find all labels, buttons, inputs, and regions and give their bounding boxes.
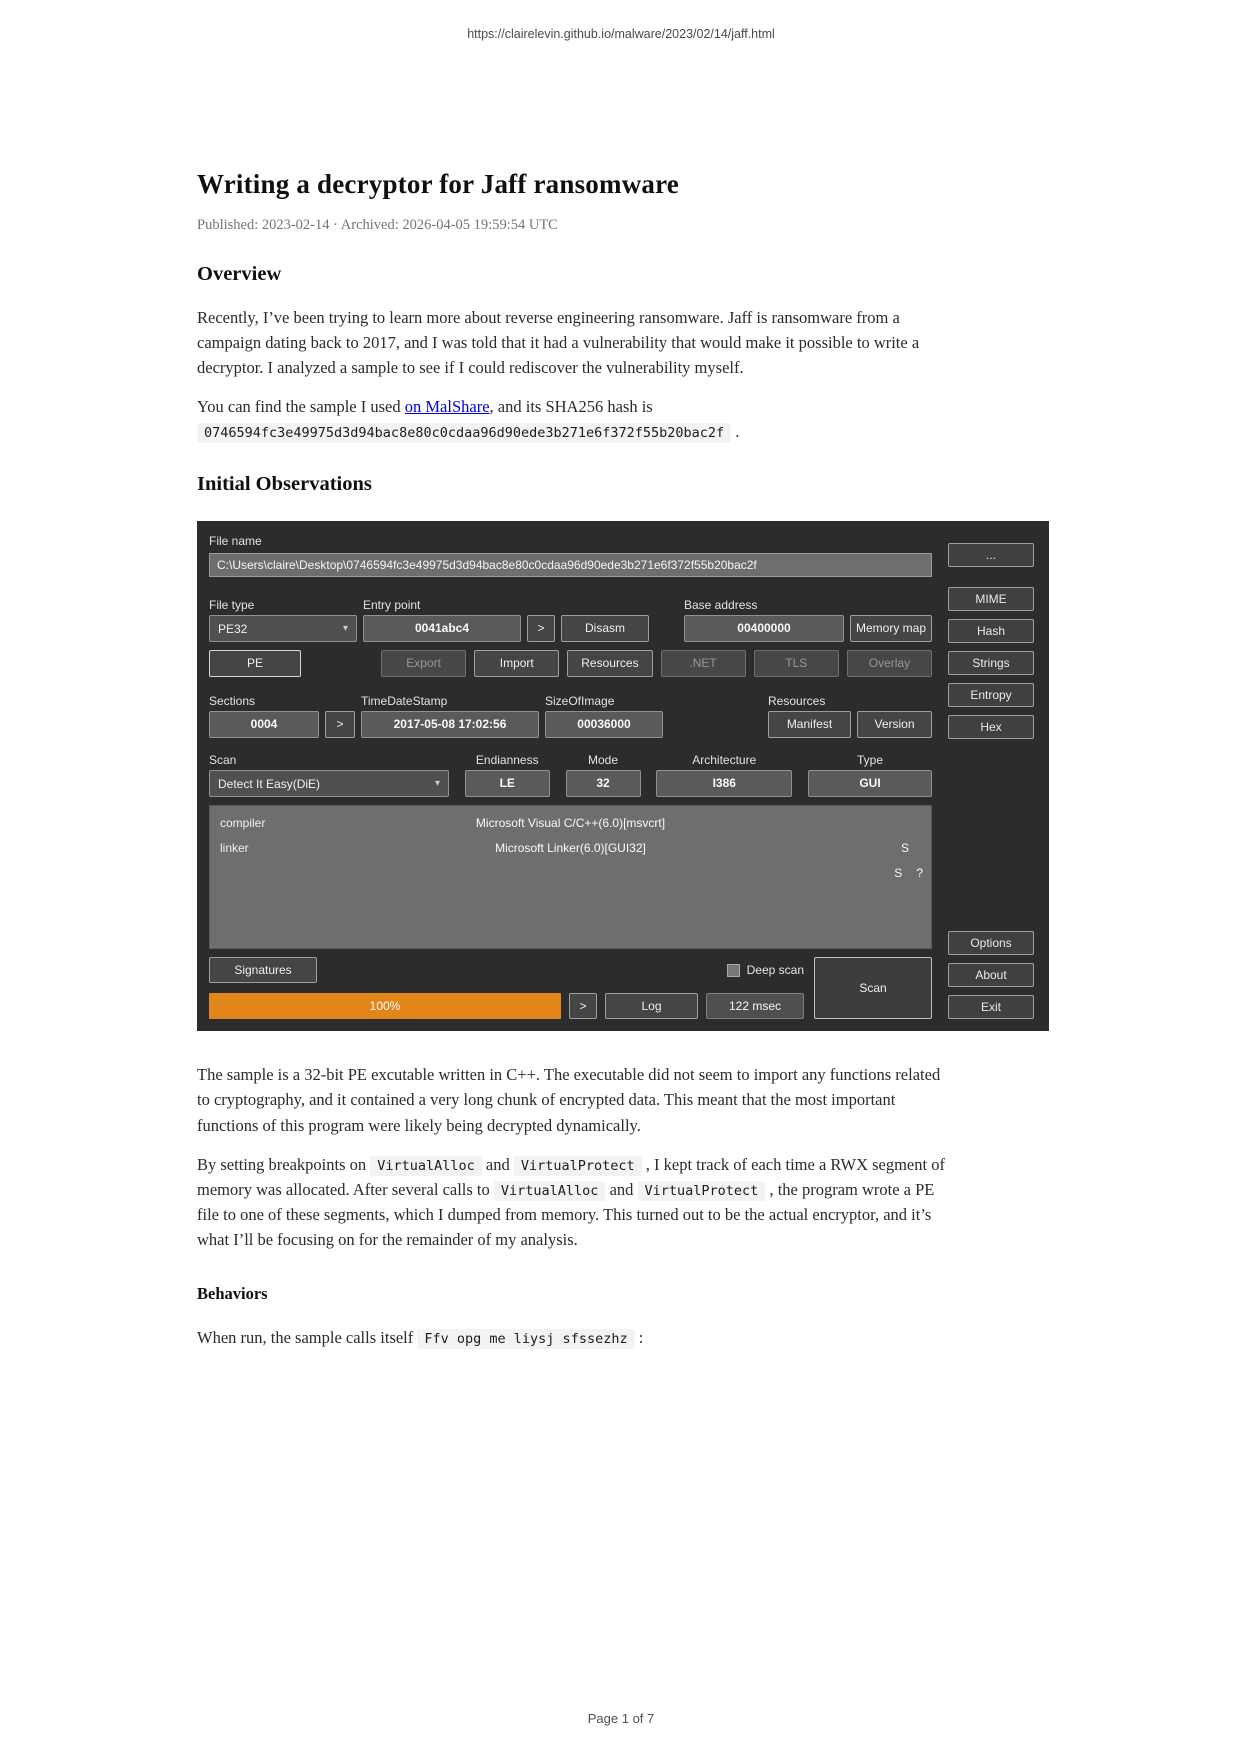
entry-point-goto-button: > [527,615,555,642]
heading-behaviors: Behaviors [197,1283,268,1303]
mode-label: Mode [587,753,619,768]
die-main-panel [209,533,932,1019]
result-value: Microsoft Visual C/C++(6.0)[msvcrt] [475,816,666,831]
sha256-hash: 0746594fc3e49975d3d94bac8e80c0cdaa96d90ede3b271e6f372f55b20bac2f [197,423,731,443]
breakpoints-text-5: , the program wrote a PE file to one of these segments, which I dumped from memory. This turned out to be the actual encryptor, and it’s what I’ll be focusing on for the remainder of my analysis. [197,1179,935,1249]
print-header-url: https://clairelevin.github.io/malware/2023/02/14/jaff.html [467,27,775,41]
sections-value: 0004 [209,711,319,738]
tls-button: TLS [754,650,839,677]
type-label: Type [856,753,883,768]
paragraph-behaviors [197,1325,952,1350]
hash-button: Hash [948,619,1034,643]
entry-point-value: 0041abc4 [363,615,521,642]
article [197,169,1057,1350]
pe-button: PE [209,650,301,677]
endianness-label: Endianness [475,753,539,768]
base-address-label: Base address [684,598,758,613]
sample-name-code: Ffv opg me liysj sfssezhz [417,1329,634,1349]
elapsed-time: 122 msec [706,993,804,1019]
sample-text-after: , and its SHA256 hash is [489,397,653,417]
result-value: Microsoft Linker(6.0)[GUI32] [495,841,646,856]
scan-button: Scan [814,957,932,1019]
heading-initial-observations: Initial Observations [197,473,372,496]
file-type-value: PE32 [218,621,248,636]
sample-text-before: You can find the sample I used [197,397,405,417]
virtualprotect-code: VirtualProtect [514,1156,642,1176]
entry-point-label: Entry point [363,598,421,613]
entropy-button: Entropy [948,683,1034,707]
type-value: GUI [808,770,932,797]
options-button: Options [948,931,1034,955]
page-number: Page 1 of 7 [587,1711,655,1726]
resources-button: Resources [567,650,652,677]
sample-text-end: . [731,422,740,442]
sections-label: Sections [209,694,256,709]
virtualalloc-code: VirtualAlloc [494,1181,606,1201]
progress-goto-button: > [569,993,597,1019]
result-key: linker [220,841,249,856]
paragraph-breakpoints [197,1152,952,1252]
sizeofimage-value: 00036000 [545,711,663,738]
paragraph-sample [197,394,952,444]
overlay-button: Overlay [847,650,932,677]
file-name-label: File name [209,534,262,549]
mode-value: 32 [566,770,641,797]
deep-scan-checkbox [727,964,740,977]
paragraph-pe-analysis [197,1062,952,1137]
timedatestamp-label: TimeDateStamp [361,694,448,709]
breakpoints-text-3: , I kept track of each time a RWX segment of memory was allocated. After several calls to [197,1154,945,1199]
result-s-flag: S [900,841,909,856]
sizeofimage-label: SizeOfImage [545,694,615,709]
file-type-label: File type [209,598,255,613]
disasm-button: Disasm [561,615,649,642]
browse-file-button: ... [948,543,1034,567]
scan-progress-bar: 100% [209,993,561,1019]
paragraph-intro [197,305,952,380]
timedatestamp-value: 2017-05-08 17:02:56 [361,711,539,738]
file-path-input: C:\Users\claire\Desktop\0746594fc3e49975d3d94bac8e80c0cdaa96d90ede3b271e6f372f55b20bac2f [209,553,932,577]
chevron-down-icon: ▾ [434,778,440,790]
pe-row-spacer [309,650,373,677]
virtualprotect-code: VirtualProtect [638,1181,766,1201]
endianness-value: LE [465,770,550,797]
exit-button: Exit [948,995,1034,1019]
scan-label: Scan [209,753,237,768]
manifest-button: Manifest [768,711,851,738]
import-button: Import [474,650,559,677]
paragraph-intro-text: Recently, I’ve been trying to learn more about reverse engineering ransomware. Jaff is ransomware from a campaign dating back to 2017, and I was told that it had a vulnerability that would make it possible to write a decryptor. I analyzed a sample to see if I could rediscover the vulnerability myself. [197,308,920,378]
behaviors-text-end: : [634,1327,644,1347]
mime-button: MIME [948,587,1034,611]
signatures-button: Signatures [209,957,317,983]
result-key: compiler [220,816,266,831]
scan-results-panel [209,805,932,949]
published-meta: Published: 2023-02-14 · Archived: 2026-04-05 19:59:54 UTC [197,217,558,233]
scan-engine-dropdown [209,770,449,797]
die-sidebar [948,533,1034,1019]
hex-button: Hex [948,715,1034,739]
sections-goto-button: > [325,711,355,738]
pe-analysis-text: The sample is a 32-bit PE excutable written in C++. The executable did not seem to import any functions related to cryptography, and it contained a very long chunk of encrypted data. This meant that the most important functions of this program were likely being decrypted dynamically. [197,1065,941,1135]
export-button: Export [381,650,466,677]
chevron-down-icon: ▾ [342,623,348,635]
die-screenshot [197,521,1049,1031]
deep-scan-label: Deep scan [746,963,804,978]
malshare-link[interactable]: on MalShare [404,397,490,417]
heading-overview: Overview [197,263,282,285]
version-button: Version [857,711,932,738]
breakpoints-text-1: By setting breakpoints on [197,1154,371,1174]
result-row-linker [210,836,931,881]
result-s-flag: S [894,866,903,881]
architecture-label: Architecture [692,753,757,768]
behaviors-text: When run, the sample calls itself [197,1327,418,1347]
resources-label: Resources [768,694,826,709]
breakpoints-text-2: and [481,1154,514,1174]
base-address-value: 00400000 [684,615,844,642]
about-button: About [948,963,1034,987]
virtualalloc-code: VirtualAlloc [370,1156,482,1176]
page-title: Writing a decryptor for Jaff ransomware [197,169,679,199]
file-type-dropdown [209,615,357,642]
architecture-value: I386 [656,770,792,797]
memory-map-button: Memory map [850,615,932,642]
result-q-flag: ? [916,866,923,881]
breakpoints-text-4: and [605,1179,638,1199]
strings-button: Strings [948,651,1034,675]
dotnet-button: .NET [661,650,746,677]
scan-engine-value: Detect It Easy(DiE) [218,776,321,791]
log-button: Log [605,993,698,1019]
